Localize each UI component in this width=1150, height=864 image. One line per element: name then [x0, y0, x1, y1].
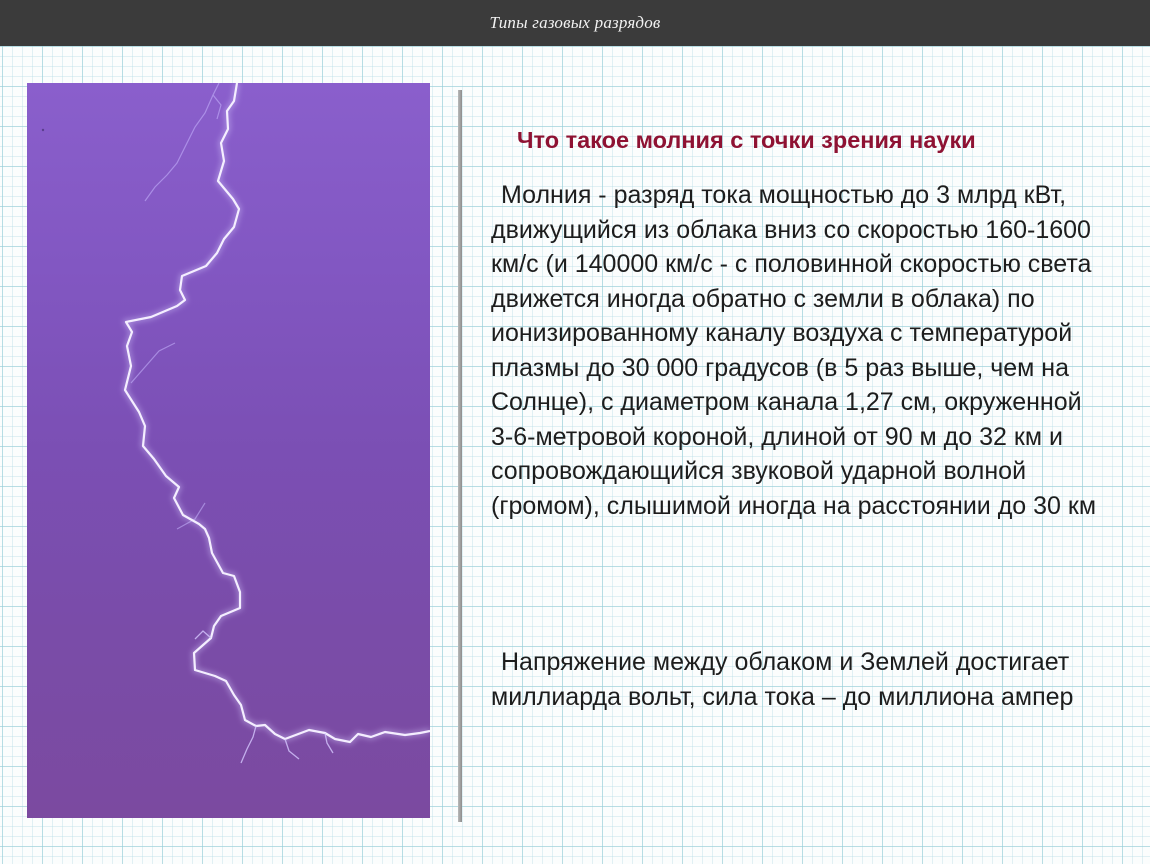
slide-title: Типы газовых разрядов [489, 13, 661, 32]
lightning-description: Молния - разряд тока мощностью до 3 млрд кВт, движущийся из облака вниз со скоростью 160-1600 км/с (и 140000 км/с - с половинной скоростью света движется иногда обратно с земли в облака) по ионизированному каналу воздуха с температурой плазмы до 30 000 градусов (в 5 раз выше, чем на Солнце), с диаметром канала 1,27 см, окруженной 3-6-метровой короной, длиной от 90 м до 32 км и сопровождающийся звуковой ударной волной (громом), слышимой иногда на расстоянии до 30 км [491, 181, 1097, 520]
title-bar [0, 0, 1150, 46]
lightning-photo [27, 83, 430, 818]
lightning-bolt-icon [27, 83, 430, 818]
section-heading: Что такое молния с точки зрения науки [517, 127, 976, 153]
vertical-divider [458, 90, 462, 822]
voltage-description: Напряжение между облаком и Землей достигает миллиарда вольт, сила тока – до миллиона ампер [491, 648, 1074, 711]
